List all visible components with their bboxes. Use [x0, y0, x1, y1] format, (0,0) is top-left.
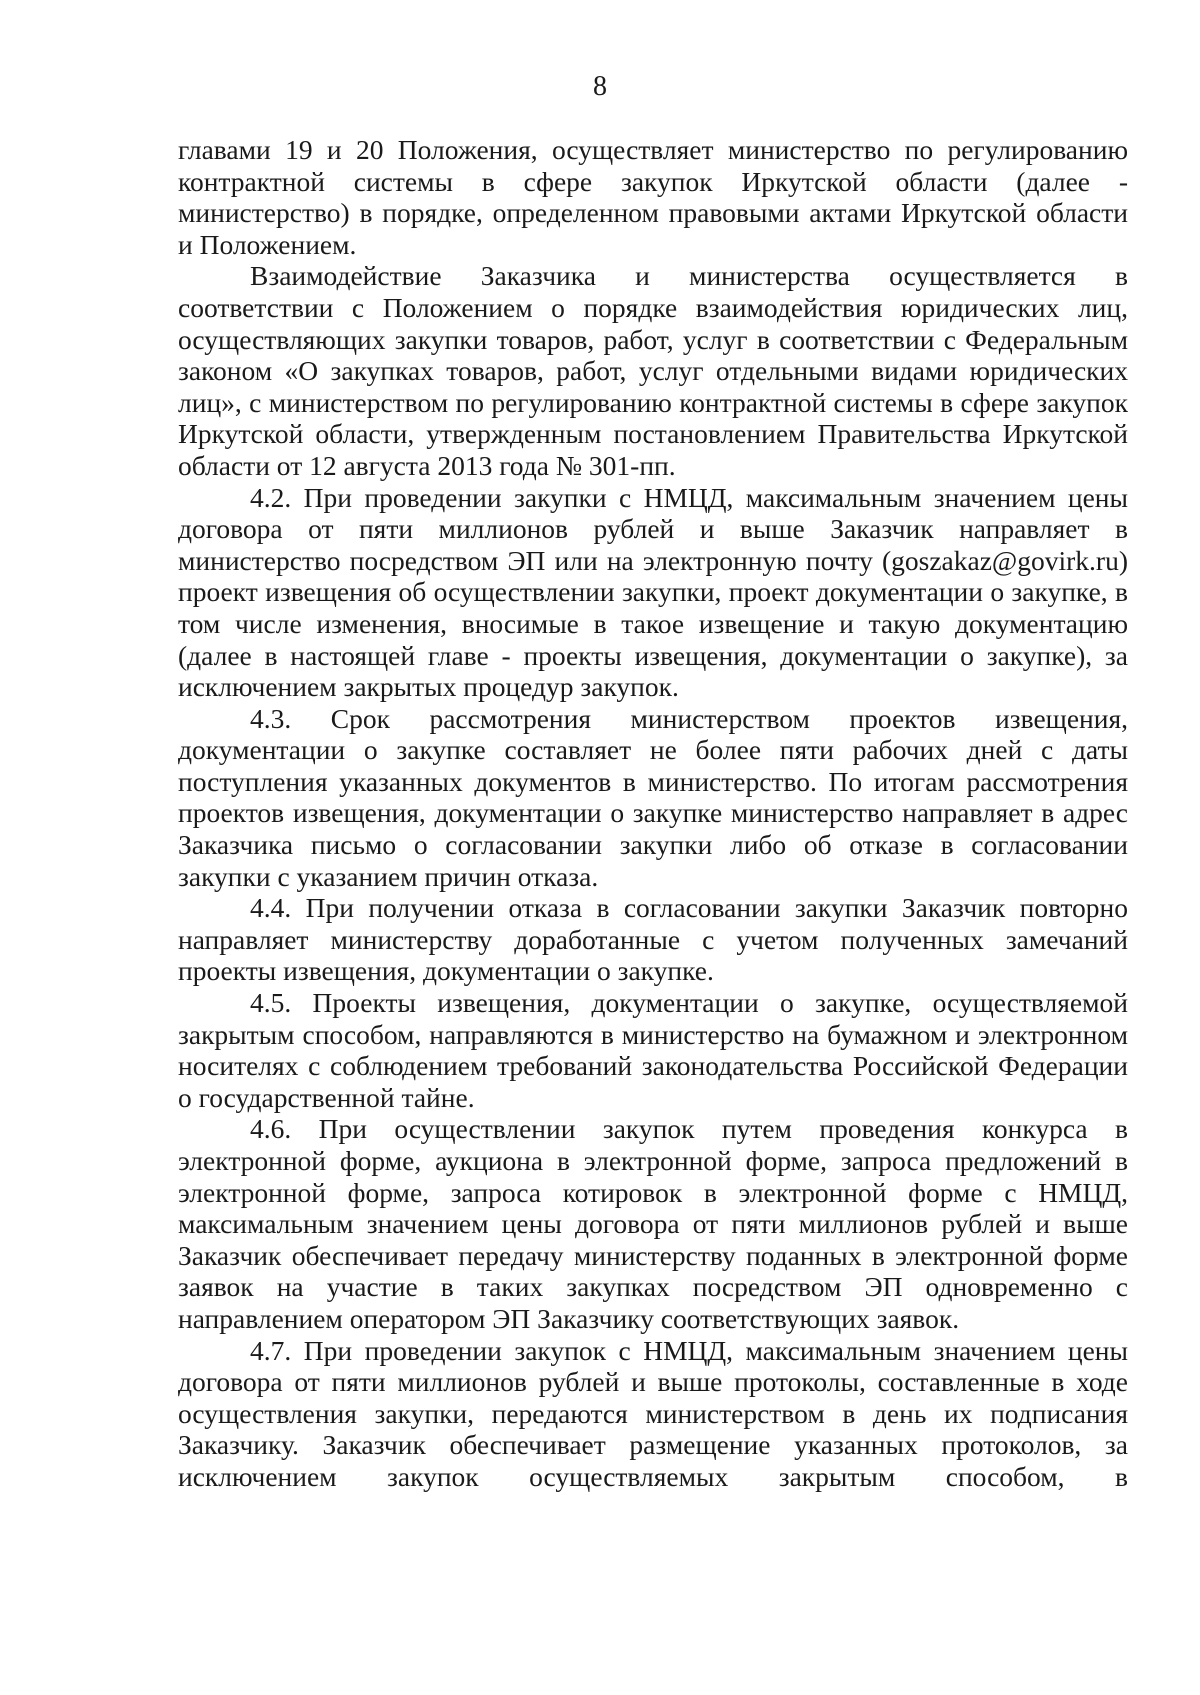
paragraph-4-7: 4.7. При проведении закупок с НМЦД, максимальным значением цены договора от пяти миллионов рублей и выше протоколы, составленные в ходе осуществления закупки, передаются министерством в день их подписания Заказчику. Заказчик обеспечивает размещение указанных протоколов, за исключением закупок осуществляемых закрытым способом, в [178, 1334, 1128, 1492]
paragraph-interaction: Взаимодействие Заказчика и министерства осуществляется в соответствии с Положением о порядке взаимодействия юридических лиц, осуществляющих закупки товаров, работ, услуг в соответствии с Федеральным законом «О закупках товаров, работ, услуг отдельными видами юридических лиц», с министерством по регулированию контрактной системы в сфере закупок Иркутской области, утвержденным постановлением Правительства Иркутской области от 12 августа 2013 года № 301-пп. [178, 260, 1128, 481]
paragraph-4-4: 4.4. При получении отказа в согласовании закупки Заказчик повторно направляет министерству доработанные с учетом полученных замечаний проекты извещения, документации о закупке. [178, 892, 1128, 987]
paragraph-4-2: 4.2. При проведении закупки с НМЦД, максимальным значением цены договора от пяти миллионов рублей и выше Заказчик направляет в министерство посредством ЭП или на электронную почту (goszakaz@govirk.ru) проект извещения об осуществлении закупки, проект документации о закупке, в том числе изменения, вносимые в такое извещение и такую документацию (далее в настоящей главе - проекты извещения, документации о закупке), за исключением закрытых процедур закупок. [178, 481, 1128, 703]
paragraph-4-6: 4.6. При осуществлении закупок путем проведения конкурса в электронной форме, аукциона в электронной форме, запроса предложений в электронной форме, запроса котировок в электронной форме с НМЦД, максимальным значением цены договора от пяти миллионов рублей и выше Заказчик обеспечивает передачу министерству поданных в электронной форме заявок на участие в таких закупках посредством ЭП одновременно с направлением оператором ЭП Заказчику соответствующих заявок. [178, 1113, 1128, 1334]
page-number: 8 [593, 71, 607, 102]
paragraph-4-3: 4.3. Срок рассмотрения министерством проектов извещения, документации о закупке составляет не более пяти рабочих дней с даты поступления указанных документов в министерство. По итогам рассмотрения проектов извещения, документации о закупке министерство направляет в адрес Заказчика письмо о согласовании закупки либо об отказе в согласовании закупки с указанием причин отказа. [178, 702, 1128, 892]
paragraph-4-5: 4.5. Проекты извещения, документации о закупке, осуществляемой закрытым способом, направляются в министерство на бумажном и электронном носителях с соблюдением требований законодательства Российской Федерации о государственной тайне. [178, 987, 1128, 1113]
document-body [178, 134, 1128, 1493]
paragraph-continuation: главами 19 и 20 Положения, осуществляет министерство по регулированию контрактной системы в сфере закупок Иркутской области (далее - министерство) в порядке, определенном правовыми актами Иркутской области и Положением. [178, 134, 1128, 260]
